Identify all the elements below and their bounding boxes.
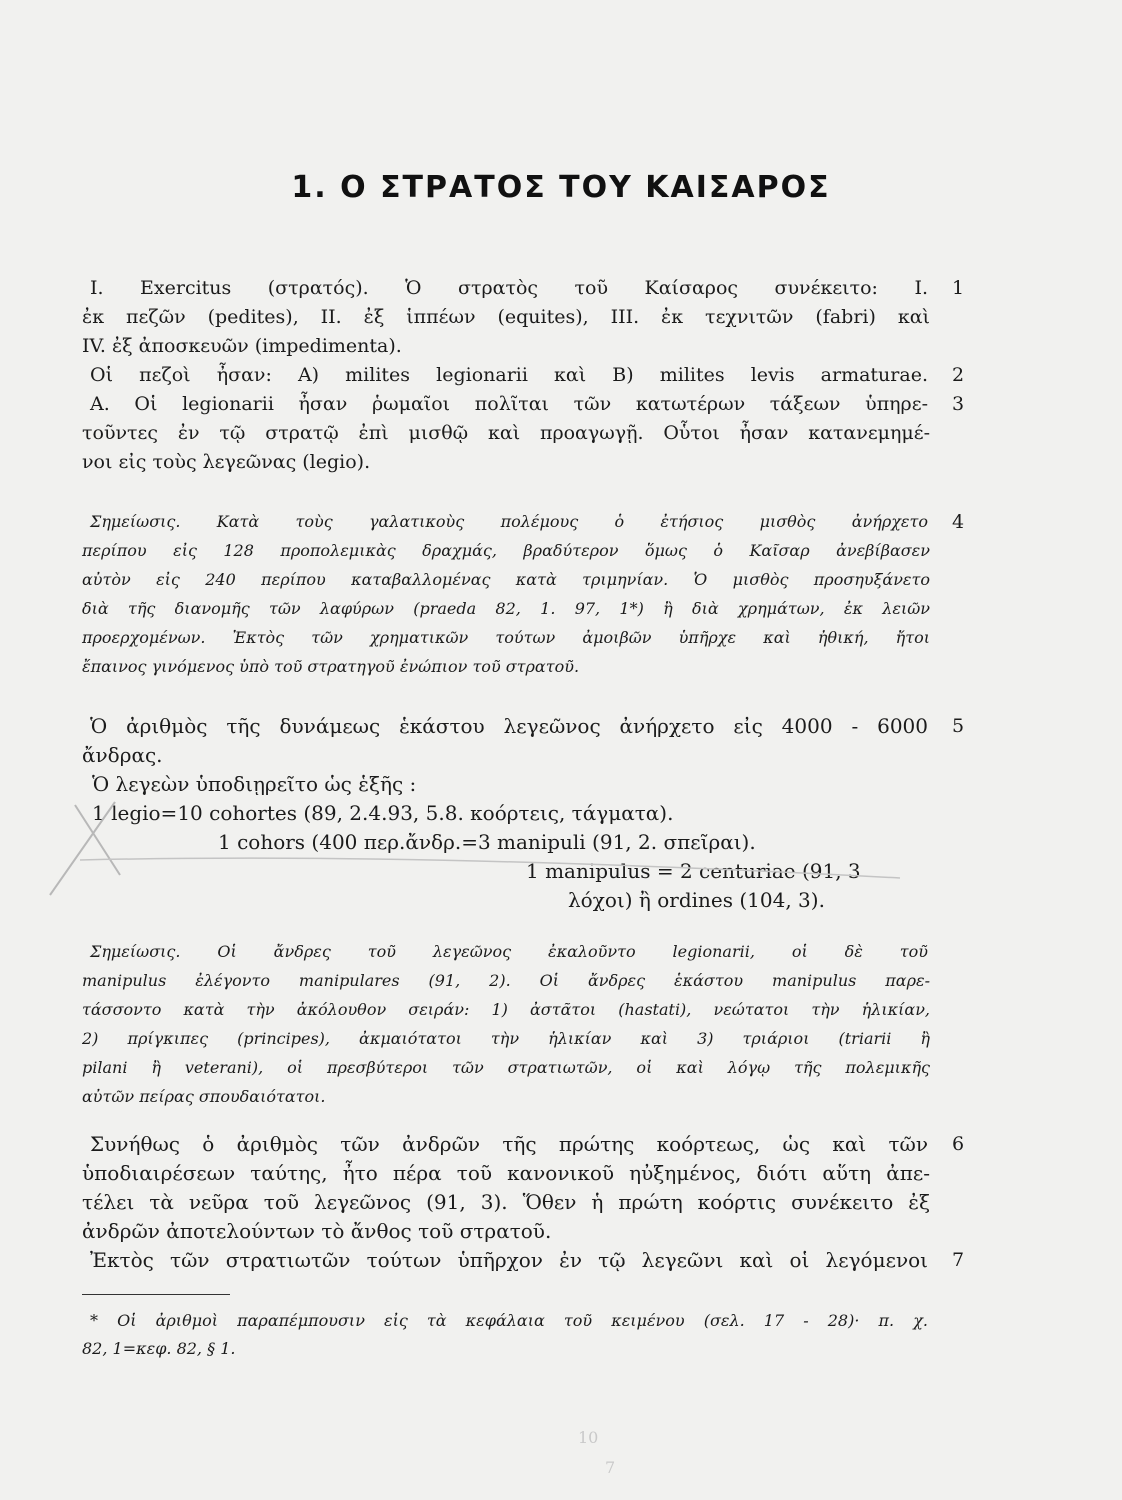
- pencil-mark: 7: [605, 1458, 616, 1477]
- margin-number: 6: [951, 1133, 965, 1155]
- footnote-rule: [82, 1294, 230, 1295]
- note-line: αὐτὸν εἰς 240 περίπου καταβαλλομένας κατὰ τριμηνίαν. Ὁ μισθὸς προσηυξάνετο: [82, 570, 930, 589]
- margin-number: 5: [951, 715, 965, 737]
- margin-number: 4: [951, 511, 965, 533]
- margin-number: 7: [951, 1249, 965, 1271]
- paragraph-line: Ι. Exercitus (στρατός). Ὁ στρατὸς τοῦ Καίσαρος συνέκειτο: Ι.: [90, 277, 928, 299]
- note-line: αὐτῶν πείρας σπουδαιότατοι.: [82, 1087, 326, 1106]
- note-line: 2) πρίγκιπες (principes), ἀκμαιότατοι τὴν ἡλικίαν καὶ 3) τριάριοι (triarii ἢ: [82, 1029, 930, 1048]
- paragraph-line: Α. Οἱ legionarii ἦσαν ῥωμαῖοι πολῖται τῶν κατωτέρων τάξεων ὑπηρε-: [90, 393, 928, 415]
- paragraph-line: Ὁ ἀριθμὸς τῆς δυνάμεως ἑκάστου λεγεῶνος ἀνήρχετο εἰς 4000 - 6000: [90, 714, 928, 738]
- paragraph-line: Συνήθως ὁ ἀριθμὸς τῶν ἀνδρῶν τῆς πρώτης κοόρτεως, ὡς καὶ τῶν: [90, 1132, 928, 1156]
- paragraph-line: τέλει τὰ νεῦρα τοῦ λεγεῶνος (91, 3). Ὅθεν ἡ πρώτη κοόρτις συνέκειτο ἐξ: [82, 1190, 930, 1214]
- pencil-mark: 10: [578, 1428, 599, 1447]
- paragraph-line: Οἱ πεζοὶ ἦσαν: Α) milites legionarii καὶ Β) milites levis armaturae.: [90, 364, 928, 386]
- paragraph-line: ἄνδρας.: [82, 743, 163, 767]
- footnote-line: 82, 1=κεφ. 82, § 1.: [82, 1339, 236, 1358]
- note-line: Σημείωσις. Οἱ ἄνδρες τοῦ λεγεῶνος ἐκαλοῦντο legionarii, οἱ δὲ τοῦ: [90, 942, 928, 961]
- margin-number: 2: [951, 364, 965, 386]
- margin-number: 3: [951, 393, 965, 415]
- paragraph-line: ἐκ πεζῶν (pedites), ΙΙ. ἐξ ἱππέων (equites), ΙΙΙ. ἐκ τεχνιτῶν (fabri) καὶ: [82, 306, 930, 328]
- paragraph-line: ἀνδρῶν ἀποτελούντων τὸ ἄνθος τοῦ στρατοῦ.: [82, 1219, 552, 1243]
- note-line: τάσσοντο κατὰ τὴν ἀκόλουθον σειράν: 1) ἀστᾶτοι (hastati), νεώτατοι τὴν ἡλικίαν,: [82, 1000, 930, 1019]
- division-line: λόχοι) ἢ ordines (104, 3).: [568, 888, 825, 912]
- paragraph-line: Ὁ λεγεὼν ὑποδιῃρεῖτο ὡς ἑξῆς :: [92, 772, 417, 796]
- division-line: 1 legio=10 cohortes (89, 2.4.93, 5.8. κοόρτεις, τάγματα).: [92, 801, 674, 825]
- note-line: διὰ τῆς διανομῆς τῶν λαφύρων (praeda 82, 1. 97, 1*) ἢ διὰ χρημάτων, ἐκ λειῶν: [82, 599, 930, 618]
- paragraph-line: ΙV. ἐξ ἀποσκευῶν (impedimenta).: [82, 335, 402, 357]
- division-line: 1 cohors (400 περ.ἄνδρ.=3 manipuli (91, 2. σπεῖραι).: [218, 830, 756, 854]
- paragraph-line: Ἐκτὸς τῶν στρατιωτῶν τούτων ὑπῆρχον ἐν τῷ λεγεῶνι καὶ οἱ λεγόμενοι: [90, 1248, 928, 1272]
- note-line: ἔπαινος γινόμενος ὑπὸ τοῦ στρατηγοῦ ἐνώπιον τοῦ στρατοῦ.: [82, 657, 580, 676]
- footnote-line: * Οἱ ἀριθμοὶ παραπέμπουσιν εἰς τὰ κεφάλαια τοῦ κειμένου (σελ. 17 - 28)· π. χ.: [90, 1311, 928, 1330]
- note-line: manipulus ἐλέγοντο manipulares (91, 2). Οἱ ἄνδρες ἑκάστου manipulus παρε-: [82, 971, 930, 990]
- note-line: Σημείωσις. Κατὰ τοὺς γαλατικοὺς πολέμους ὁ ἐτήσιος μισθὸς ἀνήρχετο: [90, 512, 928, 531]
- margin-number: 1: [951, 277, 965, 299]
- paragraph-line: ὑποδιαιρέσεων ταύτης, ἦτο πέρα τοῦ κανονικοῦ ηὐξημένος, διότι αὕτη ἀπε-: [82, 1161, 930, 1185]
- division-line: 1 manipulus = 2 centuriae (91, 3: [526, 859, 861, 883]
- paragraph-line: τοῦντες ἐν τῷ στρατῷ ἐπὶ μισθῷ καὶ προαγωγῇ. Οὗτοι ἦσαν κατανεμημέ-: [82, 422, 930, 444]
- note-line: περίπου εἰς 128 προπολεμικὰς δραχμάς, βραδύτερον ὅμως ὁ Καῖσαρ ἀνεβίβασεν: [82, 541, 930, 560]
- pencil-annotation-mark: [20, 790, 920, 900]
- note-line: προερχομένων. Ἐκτὸς τῶν χρηματικῶν τούτων ἀμοιβῶν ὑπῆρχε καὶ ἠθική, ἤτοι: [82, 628, 930, 647]
- chapter-title: 1. Ο ΣΤΡΑΤΟΣ ΤΟΥ ΚΑΙΣΑΡΟΣ: [291, 170, 831, 205]
- paragraph-line: νοι εἰς τοὺς λεγεῶνας (legio).: [82, 451, 371, 473]
- note-line: pilani ἢ veterani), οἱ πρεσβύτεροι τῶν στρατιωτῶν, οἱ καὶ λόγῳ τῆς πολεμικῆς: [82, 1058, 930, 1077]
